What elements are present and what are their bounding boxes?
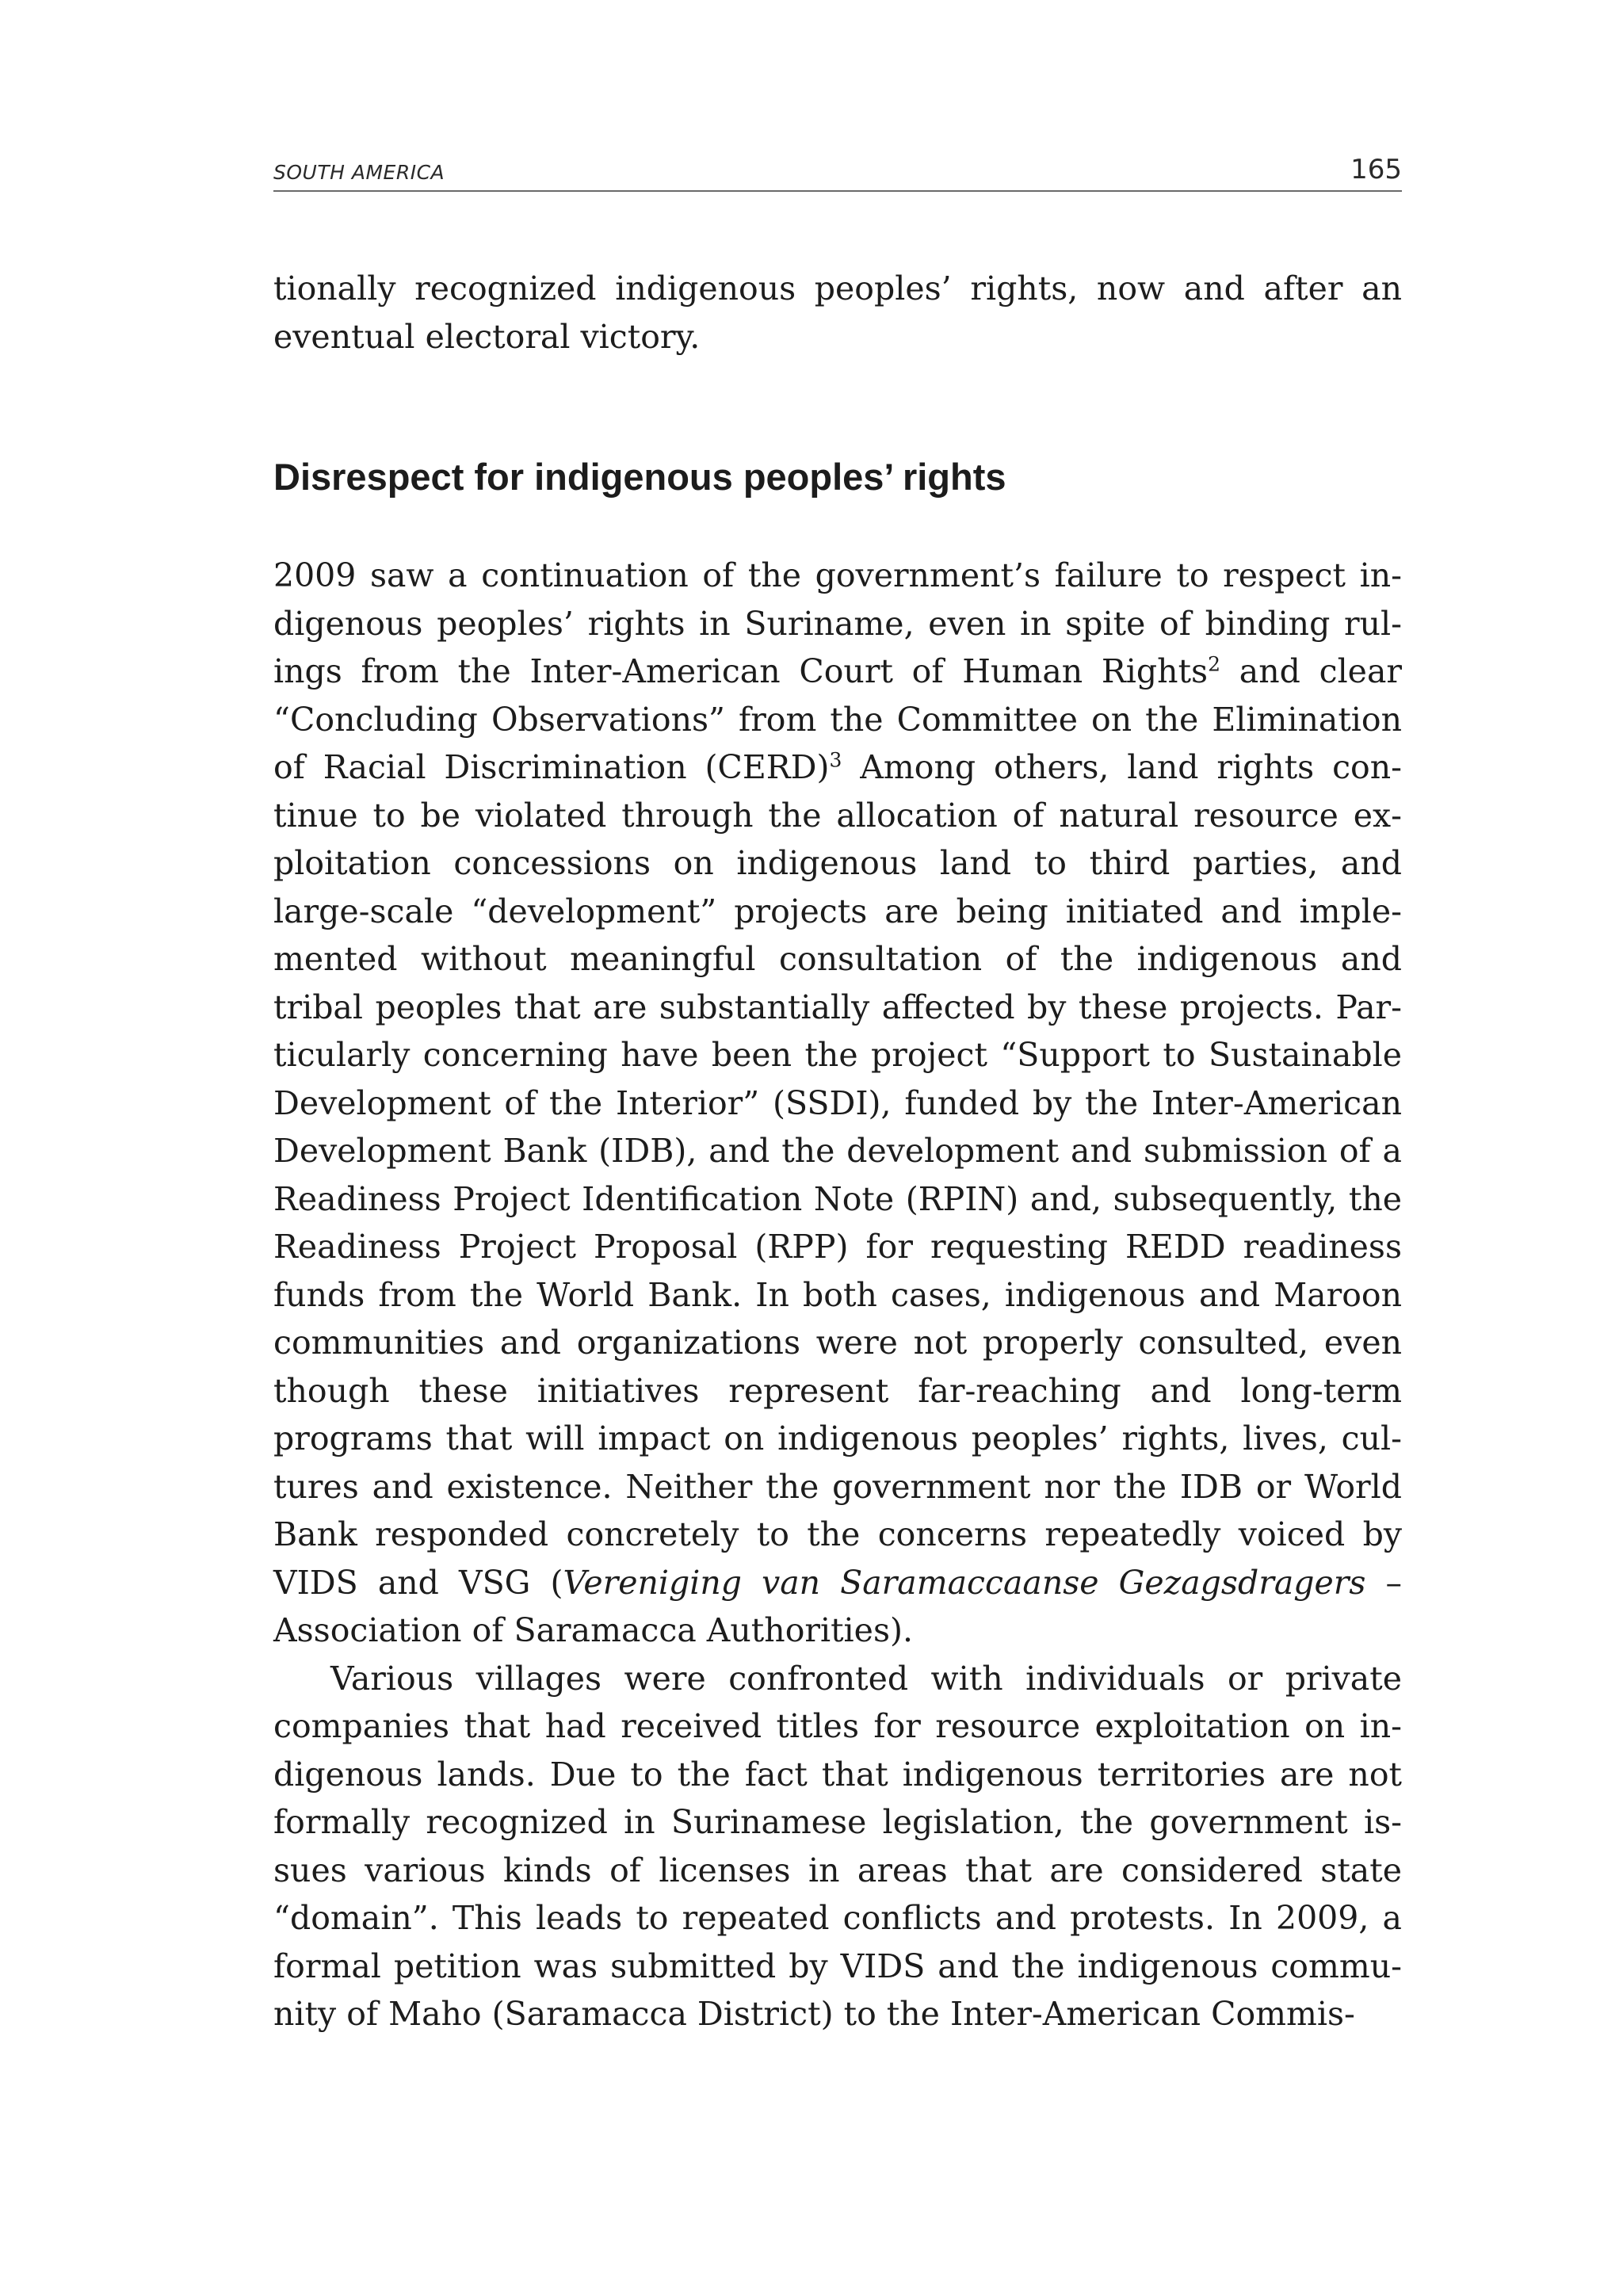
running-head xyxy=(273,151,1402,192)
running-head-title: SOUTH AMERICA xyxy=(273,161,445,184)
paragraph-2: Various villages were confronted with individuals or private companies that had received titles for resource exploitation on indigenous lands. Due to the fact that indigenous territories are not formally recognized in Surinamese legislation, the government issues various kinds of licenses in areas that are considered state “domain”. This leads to repeated conflicts and protests. In 2009, a formal petition was submitted by VIDS and the indigenous community of Maho (Saramacca District) to the Inter-American Commis- xyxy=(273,1659,1402,2033)
paragraph-1-text-part-4: – Association of Saramacca Authorities). xyxy=(273,1563,1402,1649)
paragraph-1-text-part-3: Among others, land rights continue to be violated through the allocation of natural resource exploitation concessions on indigenous land to third parties, and large-scale “development” projects are being initiated and implemented without meaningful consultation of the indigenous and tribal peoples that are substantially affected by these projects. Particularly concerning have been the project “Support to Sustainable Development of the Interior” (SSDI), funded by the Inter-American Development Bank (IDB), and the development and submission of a Readiness Project Identification Note (RPIN) and, subsequently, the Readiness Project Proposal (RPP) for requesting REDD readiness funds from the World Bank. In both cases, indigenous and Maroon communities and organizations were not properly consulted, even though these initiatives represent far-reaching and long-term programs that will impact on indigenous peoples’ rights, lives, cultures and existence. Neither the government nor the IDB or World Bank responded concretely to the concerns repeatedly voiced by VIDS and VSG ( xyxy=(273,748,1402,1602)
footnote-marker-3: 3 xyxy=(829,748,842,772)
section-heading: Disrespect for indigenous peoples’ rights xyxy=(273,456,1006,498)
footnote-marker-2: 2 xyxy=(1208,652,1220,676)
page-number: 165 xyxy=(1350,154,1402,185)
paragraph-1-text-part-2: and clear “Concluding Observations” from the Committee on the Elimination of Racial Discrimination (CERD) xyxy=(273,652,1402,786)
section-body xyxy=(273,552,1402,2038)
paragraph-1 xyxy=(273,552,1402,1655)
paragraph-1-text-part-1: 2009 saw a continuation of the government’s failure to respect indigenous peoples’ rights in Suriname, even in spite of binding rulings from the Inter-American Court of Human Rights xyxy=(273,556,1402,690)
continued-paragraph: tionally recognized indigenous peoples’ rights, now and after an eventual electoral victory. xyxy=(273,269,1402,356)
italic-organization-name: Vereniging van Saramaccaanse Gezagsdragers xyxy=(563,1563,1366,1602)
